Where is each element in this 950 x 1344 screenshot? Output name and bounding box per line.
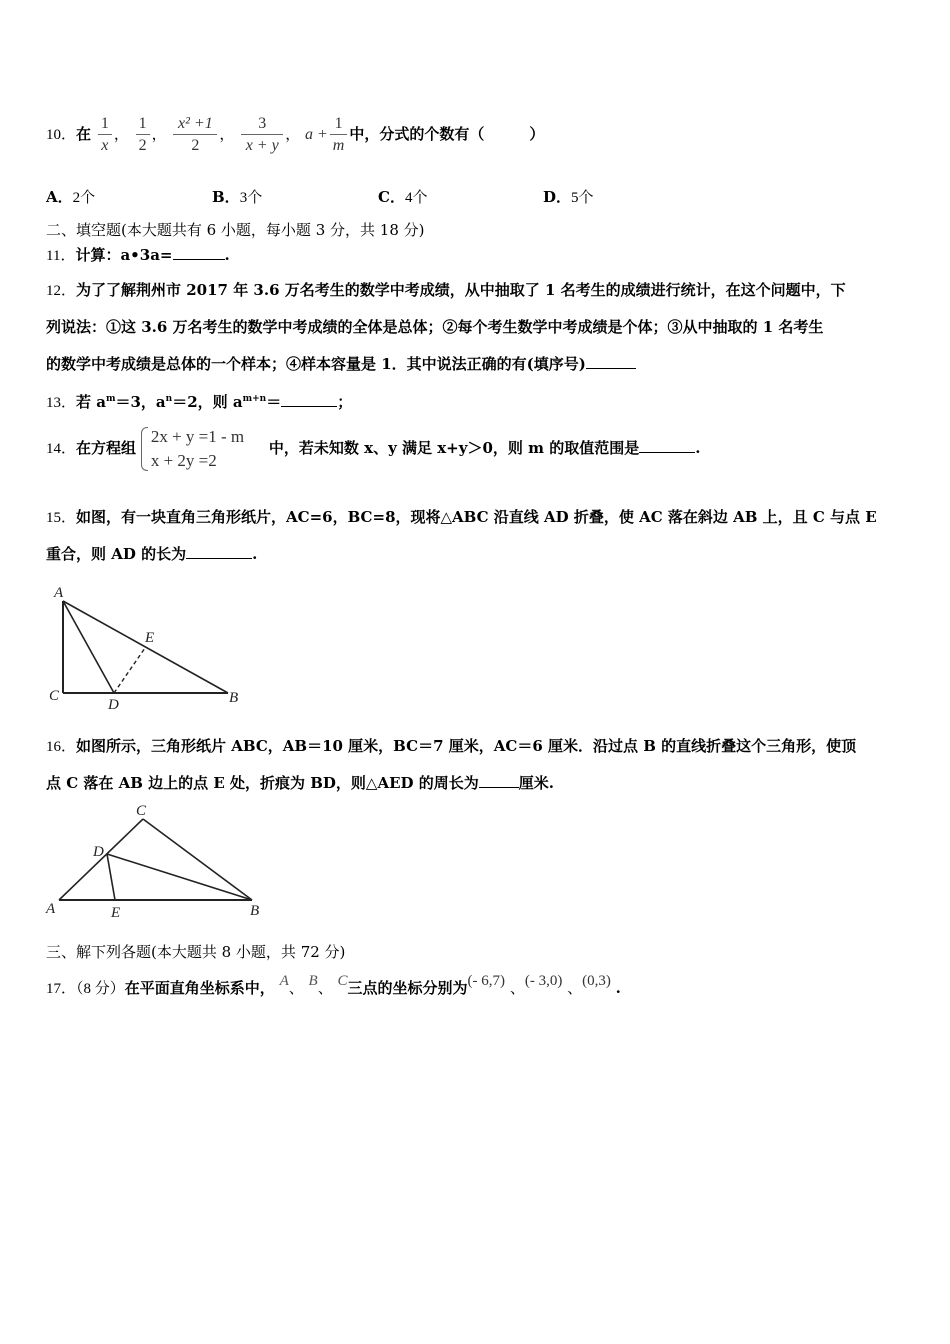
answer-blank: [186, 544, 252, 559]
svg-text:E: E: [111, 905, 121, 921]
question-11: 11．计算：a•3a= .: [46, 246, 230, 264]
question-17: 17．（8 分）在平面直角坐标系中， A、 B、 C三点的坐标分别为(- 6,7) 、(- 3,0) 、(0,3) .: [46, 973, 621, 997]
section-3-title: 三、解下列各题(本大题共 8 小题，共 72 分): [46, 943, 346, 961]
svg-text:E: E: [145, 630, 155, 646]
answer-blank: [639, 438, 695, 453]
question-16-line-1: 16．如图所示，三角形纸片 ABC，AB＝10 厘米，BC＝7 厘米，AC＝6 厘米．沿过点 B 的直线折叠这个三角形，使顶: [46, 737, 857, 755]
expression-5: a +: [305, 126, 328, 143]
question-12-line-1: 12．为了了解荆州市 2017 年 3.6 万名考生的数学中考成绩，从中抽取了 1 名考生的成绩进行统计，在这个问题中，下: [46, 281, 846, 299]
answer-blank: [173, 245, 225, 260]
question-16-line-2: 点 C 落在 AB 边上的点 E 处，折痕为 BD，则△AED 的周长为 厘米.: [46, 774, 555, 792]
figure-q15-right-triangle: [40, 580, 260, 710]
fraction-2: $\frac{1}{2}$: [136, 114, 150, 157]
question-12-line-2: 列说法：①这 3.6 万名考生的数学中考成绩的全体是总体；②每个考生数学中考成绩是个体；③从中抽取的 1 名考生: [46, 318, 824, 336]
svg-text:A: A: [46, 901, 56, 917]
equation-system: 2x + y =1 - m x + 2y =2: [141, 425, 244, 473]
svg-text:B: B: [229, 690, 239, 706]
svg-text:B: B: [250, 903, 260, 919]
question-12-line-3: 的数学中考成绩是总体的一个样本；④样本容量是 1．其中说法正确的有(填序号): [46, 354, 636, 374]
svg-text:C: C: [49, 688, 60, 704]
svg-text:D: D: [108, 697, 119, 710]
question-text: 在: [76, 125, 92, 143]
fraction-3: $\frac{\text{x² +1}}{2}$: [173, 114, 217, 157]
question-15-line-1: 15．如图，有一块直角三角形纸片，AC=6，BC=8，现将△ABC 沿直线 AD 折叠，使 AC 落在斜边 AB 上，且 C 与点 E: [46, 508, 877, 526]
svg-text:D: D: [93, 844, 104, 860]
fraction-4: $\frac{3}{x + y}$: [241, 114, 283, 157]
question-number: 10．: [46, 127, 77, 143]
svg-text:C: C: [136, 803, 147, 819]
option-d: D．5个: [543, 188, 594, 206]
question-15-line-2: 重合，则 AD 的长为 .: [46, 545, 258, 563]
question-14: 14．在方程组 2x + y =1 - m x + 2y =2 中，若未知数 x、y 满足 x+y＞0，则 m 的取值范围是 .: [46, 420, 700, 477]
figure-q16-triangle: [40, 800, 280, 925]
option-b: B．3个: [212, 188, 263, 206]
question-13: 13．若 $a^m=3$，$a^n=2$，则 $a^{m+n}=$ ；: [46, 393, 353, 411]
fraction-1: $\frac{1}{x}$: [98, 114, 112, 157]
question-10: 10．在 $\frac{1}{x}$ ， $\frac{1}{2}$ ， $\frac{\text{x² +1}}{2}$ ， $\frac{3}{x + y}$ ， a + $\frac{1}{m}$ 中，分式的个数有（ ）: [46, 112, 544, 157]
option-c: C．4个: [378, 188, 428, 206]
svg-text:A: A: [54, 585, 64, 601]
answer-blank: [586, 354, 636, 369]
fraction-5: $\frac{1}{m}$: [330, 114, 348, 157]
question-text: 中，分式的个数有（ ）: [349, 125, 545, 143]
answer-blank: [281, 392, 337, 407]
section-2-title: 二、填空题(本大题共有 6 小题，每小题 3 分，共 18 分): [46, 221, 425, 239]
answer-blank: [479, 773, 519, 788]
option-a: A．2个: [46, 188, 96, 206]
